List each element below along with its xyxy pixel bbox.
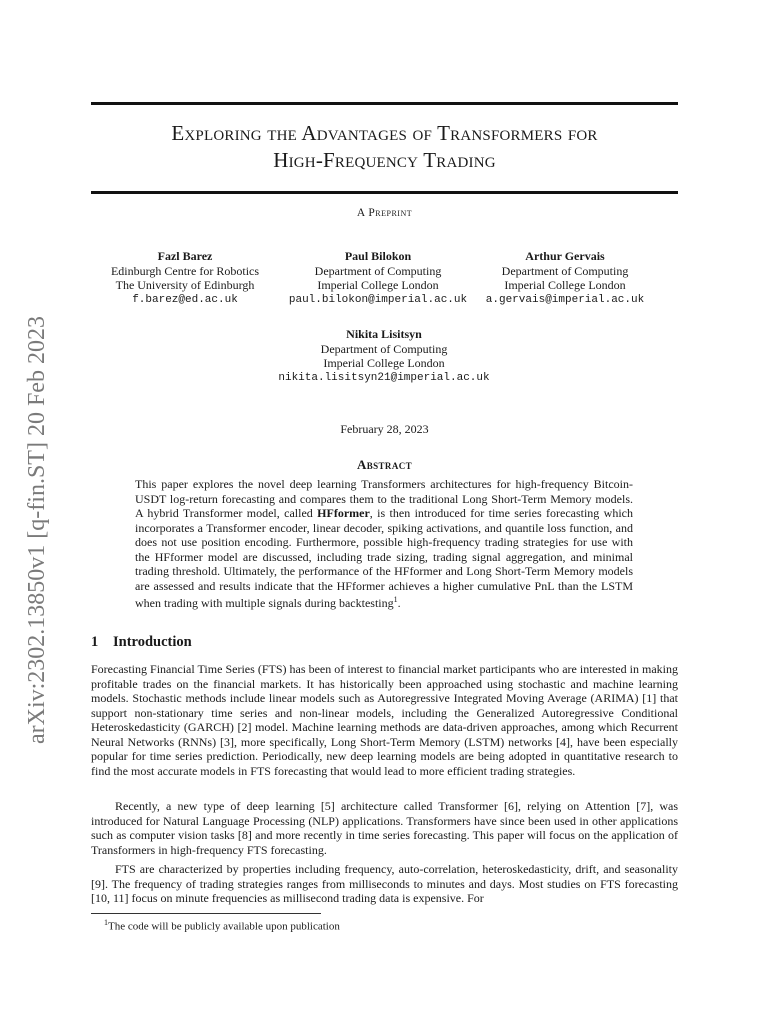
preprint-label: A Preprint	[356, 207, 413, 219]
title-line-1: Exploring the Advantages of Transformers for	[171, 121, 598, 145]
title-line-2: High-Frequency Trading	[273, 148, 496, 172]
author-email[interactable]: nikita.lisitsyn21@imperial.ac.uk	[278, 371, 490, 384]
author-email[interactable]: paul.bilokon@imperial.ac.uk	[288, 293, 468, 306]
author-name: Paul Bilokon	[344, 249, 412, 263]
body-paragraph: Forecasting Financial Time Series (FTS) has been of interest to financial market participants who are interested in making profitable trades on the financial markets. It has historically been approached using stochastic and machine learning models. Stochastic methods include linear models such as Autoregressive Integrated Moving Average (ARIMA) [1] that support non-stationary time series and non-linear models, including the Generalized Autoregressive Conditional Heteroskedasticity (GARCH) [2] model. Machine learning methods are data-driven approaches, among which Recurrent Neural Networks (RNNs) [3], more specifically, Long Short-Term Memory (LSTM) networks [4], have been especially popular for time series prediction. Periodically, new deep learning models are being adopted in quantitative research to find the most accurate models in FTS forecasting that would lead to more efficient trading strategies.	[91, 662, 678, 778]
author-affiliation: Imperial College London	[504, 278, 626, 292]
author-name: Nikita Lisitsyn	[346, 327, 422, 341]
footnote-text: The code will be publicly available upon publication	[108, 920, 340, 933]
footnote-number: 1	[104, 918, 108, 927]
abstract-heading: Abstract	[356, 457, 413, 472]
author-affiliation: Imperial College London	[323, 356, 445, 370]
author-email[interactable]: a.gervais@imperial.ac.uk	[485, 293, 645, 306]
footnote	[104, 918, 340, 933]
author-block	[264, 327, 504, 385]
abstract-text: This paper explores the novel deep learning Transformers architectures for high-frequency Bitcoin-USDT log-return forecasting and compares them to the traditional Long Short-Term Memory models. A hybrid Transformer model, called HFformer, is then introduced for time series forecasting which incorporates a Transformer encoder, linear decoder, spiking activations, and quantile loss function, and does not use position encoding. Furthermore, possible high-frequency trading strategies for use with the HFformer model are discussed, including trade sizing, trading signal aggregation, and minimal trading threshold. Ultimately, the performance of the HFformer and Long Short-Term Memory models are assessed and results indicate that the HFformer achieves a higher cumulative PnL than the LSTM when trading with multiple signals during backtesting$^1$.	[135, 477, 633, 610]
body-paragraph: FTS are characterized by properties including frequency, auto-correlation, heteroskedasticity, drift, and seasonality [9]. The frequency of trading strategies ranges from milliseconds to minutes and days. Most studies on FTS forecasting [10, 11] focus on minute frequencies as millisecond trading data is expensive. For	[91, 862, 678, 905]
author-block	[278, 249, 478, 307]
bottom-title-rule	[91, 191, 678, 194]
author-affiliation: The University of Edinburgh	[115, 278, 255, 292]
publication-date: February 28, 2023	[340, 422, 429, 436]
arxiv-identifier: arXiv:2302.13850v1 [q-fin.ST] 20 Feb 2023	[24, 316, 50, 744]
author-name: Arthur Gervais	[525, 249, 605, 263]
author-affiliation: Department of Computing	[320, 341, 448, 356]
author-block	[480, 249, 650, 307]
footnote-marker[interactable]: 1	[393, 595, 398, 604]
section-heading	[91, 634, 192, 651]
author-affiliation: Imperial College London	[317, 278, 439, 292]
top-rule	[91, 102, 678, 105]
author-affiliation: Edinburgh Centre for Robotics	[110, 263, 260, 278]
paper-title	[91, 120, 678, 174]
section-number: 1	[91, 634, 99, 650]
author-email[interactable]: f.barez@ed.ac.uk	[132, 293, 238, 306]
model-name: HFformer	[317, 506, 370, 520]
body-paragraph: Recently, a new type of deep learning [5] architecture called Transformer [6], relying on Attention [7], was introduced for Natural Language Processing (NLP) applications. Transformers have since been used in other applications such as computer vision tasks [8] and more recently in time series forecasting. This paper will focus on the application of Transformers in high-frequency FTS forecasting.	[91, 799, 678, 857]
footnote-rule	[91, 913, 321, 914]
section-title: Introduction	[113, 634, 192, 650]
author-affiliation: Department of Computing	[501, 263, 629, 278]
author-name: Fazl Barez	[157, 249, 213, 263]
author-block	[95, 249, 275, 307]
author-affiliation: Department of Computing	[314, 263, 442, 278]
